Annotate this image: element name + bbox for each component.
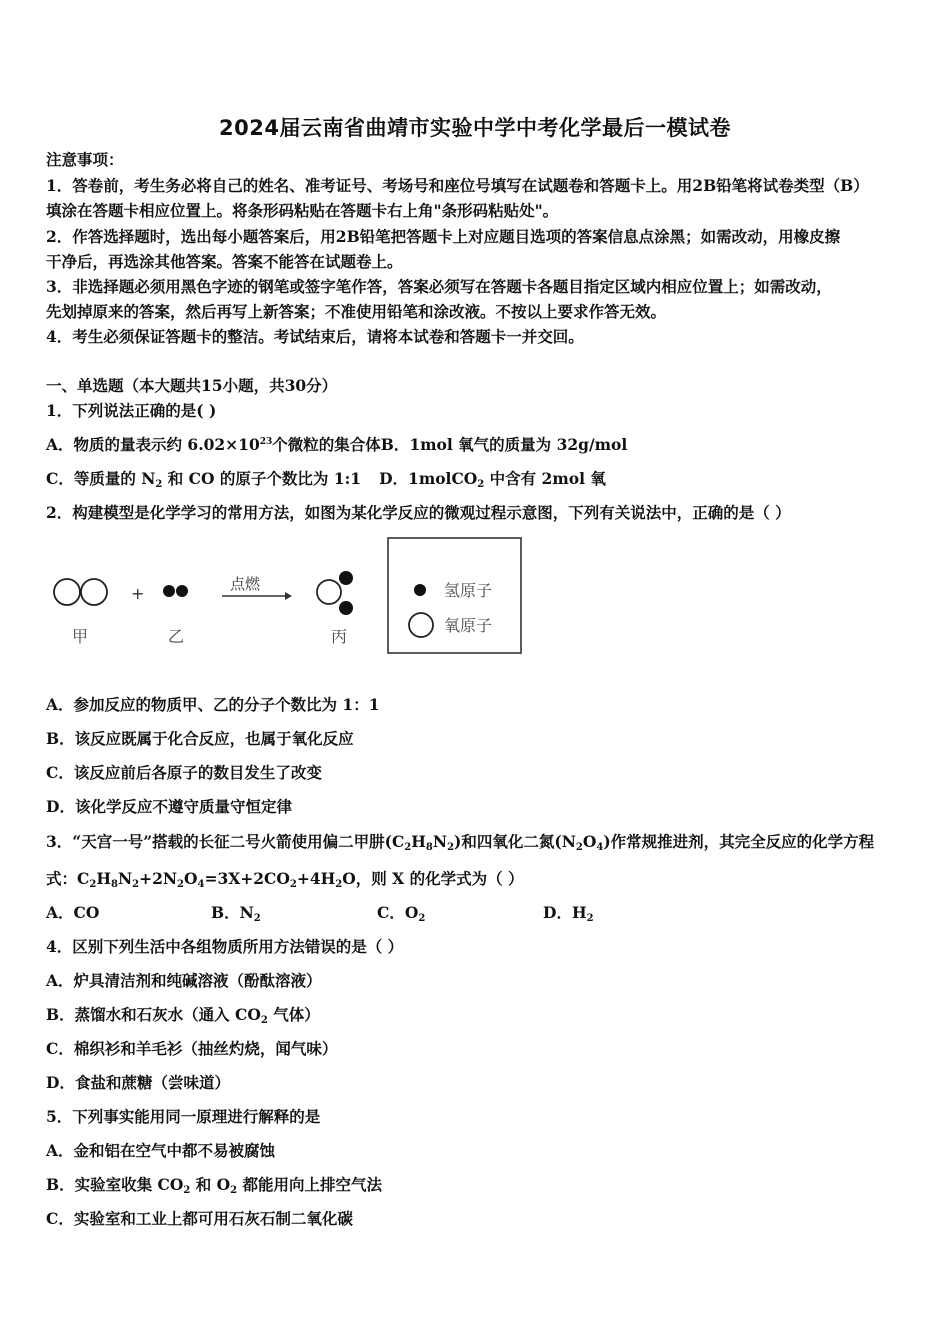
q4-option-c: C．棉织衫和羊毛衫（抽丝灼烧，闻气味） (46, 1039, 338, 1058)
subscript: 2 (177, 879, 184, 890)
subscript: 2 (289, 879, 297, 890)
hydrogen-atom (339, 571, 353, 585)
text: =3X+2CO (204, 869, 290, 888)
reaction-diagram (40, 532, 540, 662)
text: +2N (139, 869, 178, 888)
question-1-options-cd (46, 469, 906, 489)
text: 式：C (46, 869, 90, 888)
subscript: 2 (335, 879, 343, 890)
notice-line: 3．非选择题必须用黑色字迹的钢笔或签字笔作答，答案必须写在答题卡各题目指定区域内相应位置上；如需改动， (46, 277, 832, 296)
notice-line: 2．作答选择题时，选出每小题答案后，用2B铅笔把答题卡上对应题目选项的答案信息点涂黑；如需改动，用橡皮擦 (46, 227, 841, 246)
q2-option-c: C．该反应前后各原子的数目发生了改变 (46, 763, 322, 782)
subscript: 2 (586, 913, 594, 924)
q1-exponent: 23 (259, 437, 273, 447)
text: 3．“天宫一号”搭载的长征二号火箭使用偏二甲肼(C (46, 832, 405, 851)
text: 和 O (190, 1175, 231, 1194)
q3-option-b (211, 903, 261, 923)
subscript: 2 (89, 879, 97, 890)
text: N (432, 832, 448, 851)
text: )作常规推进剂，其完全反应的化学方程 (603, 832, 875, 851)
text: 都能用向上排空气法 (237, 1175, 382, 1194)
legend-oxygen-label: 氧原子 (444, 616, 493, 635)
text: 气体） (267, 1005, 320, 1024)
text: O (582, 832, 597, 851)
notice-line: 1．答卷前，考生务必将自己的姓名、准考证号、考场号和座位号填写在试题卷和答题卡上。用2B铅笔将试卷类型（B） (46, 176, 869, 195)
q2-option-b: B．该反应既属于化合反应，也属于氧化反应 (46, 729, 354, 748)
question-2-stem: 2．构建模型是化学学习的常用方法，如图为某化学反应的微观过程示意图，下列有关说法中，正确的是（ ） (46, 503, 791, 522)
q2-option-d: D．该化学反应不遵守质量守恒定律 (46, 797, 292, 816)
notice-heading: 注意事项： (46, 150, 124, 169)
q5-option-b (46, 1175, 906, 1195)
subscript: 4 (596, 842, 604, 853)
q3-option-d (543, 903, 594, 923)
q4-option-b (46, 1005, 906, 1025)
hydrogen-atom (339, 601, 353, 615)
notice-line: 4．考生必须保证答题卡的整洁。考试结束后，请将本试卷和答题卡一并交回。 (46, 327, 584, 346)
text: B．蒸馏水和石灰水（通入 CO (46, 1005, 261, 1024)
text: H (411, 832, 426, 851)
subscript: 4 (197, 879, 205, 890)
question-1-options-ab (46, 435, 906, 455)
subscript: 2 (404, 842, 412, 853)
oxygen-atom (317, 580, 341, 604)
notice-line: 干净后，再选涂其他答案。答案不能答在试题卷上。 (46, 252, 403, 271)
q5-option-c: C．实验室和工业上都可用石灰石制二氧化碳 (46, 1209, 353, 1228)
q1-option-d-text: D．1molCO (379, 469, 478, 488)
q1-option-b-text: 个微粒的集合体B．1mol 氧气的质量为 32g/mol (272, 435, 628, 454)
q2-option-a: A．参加反应的物质甲、乙的分子个数比为 1：1 (46, 695, 380, 714)
subscript: 8 (110, 879, 118, 890)
q4-option-a: A．炉具清洁剂和纯碱溶液（酚酞溶液） (46, 971, 322, 990)
subscript: 2 (183, 1185, 191, 1196)
q4-option-d: D．食盐和蔗糖（尝味道） (46, 1073, 230, 1092)
oxygen-atom (54, 579, 80, 605)
q1-option-d-rest: 中含有 2mol 氧 (484, 469, 606, 488)
text: O (184, 869, 198, 888)
question-3-equation (46, 869, 906, 889)
text: B．实验室收集 CO (46, 1175, 184, 1194)
legend-oxygen-icon (409, 613, 433, 637)
subscript: 2 (253, 913, 261, 924)
text: C．O (377, 903, 419, 922)
subscript: 2 (418, 913, 426, 924)
label-jia: 甲 (72, 627, 89, 646)
q1-option-c-text: C．等质量的 N (46, 469, 156, 488)
question-3-stem (46, 832, 906, 852)
text: )和四氧化二氮(N (454, 832, 576, 851)
plus-sign: + (131, 584, 145, 603)
text: H (96, 869, 111, 888)
text: N (117, 869, 133, 888)
question-4-stem: 4．区别下列生活中各组物质所用方法错误的是（ ） (46, 937, 404, 956)
question-5-stem: 5．下列事实能用同一原理进行解释的是 (46, 1107, 321, 1126)
oxygen-atom (81, 579, 107, 605)
arrow-label: 点燃 (230, 575, 261, 593)
section-heading: 一、单选题（本大题共15小题，共30分） (46, 376, 338, 395)
q1-option-a-text: A．物质的量表示约 6.02×10 (46, 435, 260, 454)
subscript: 2 (477, 479, 485, 490)
subscript: 2 (230, 1185, 238, 1196)
subscript: 2 (447, 842, 455, 853)
hydrogen-atom (163, 585, 175, 597)
text: D．H (543, 903, 587, 922)
q3-option-a: A．CO (46, 903, 100, 922)
text: +4H (296, 869, 336, 888)
label-yi: 乙 (168, 627, 185, 646)
question-1-stem: 1．下列说法正确的是( ) (46, 401, 217, 420)
reaction-arrow-head (285, 592, 292, 600)
text: B．N (211, 903, 254, 922)
subscript: 2 (575, 842, 583, 853)
q5-option-a: A．金和铝在空气中都不易被腐蚀 (46, 1141, 276, 1160)
q3-option-c (377, 903, 425, 923)
hydrogen-atom (176, 585, 188, 597)
page-title: 2024届云南省曲靖市实验中学中考化学最后一模试卷 (219, 116, 731, 140)
legend-hydrogen-label: 氢原子 (444, 581, 493, 600)
label-bing: 丙 (331, 627, 348, 646)
subscript: 2 (155, 479, 163, 490)
subscript: 8 (425, 842, 433, 853)
subscript: 2 (260, 1015, 268, 1026)
subscript: 2 (132, 879, 140, 890)
text: O，则 X 的化学式为（ ） (342, 869, 524, 888)
notice-line: 先划掉原来的答案，然后再写上新答案；不准使用铅笔和涂改液。不按以上要求作答无效。 (46, 302, 667, 321)
q1-option-c-rest: 和 CO 的原子个数比为 1:1 (162, 469, 362, 488)
legend-hydrogen-icon (414, 584, 426, 596)
notice-line: 填涂在答题卡相应位置上。将条形码粘贴在答题卡右上角"条形码粘贴处"。 (46, 201, 559, 220)
